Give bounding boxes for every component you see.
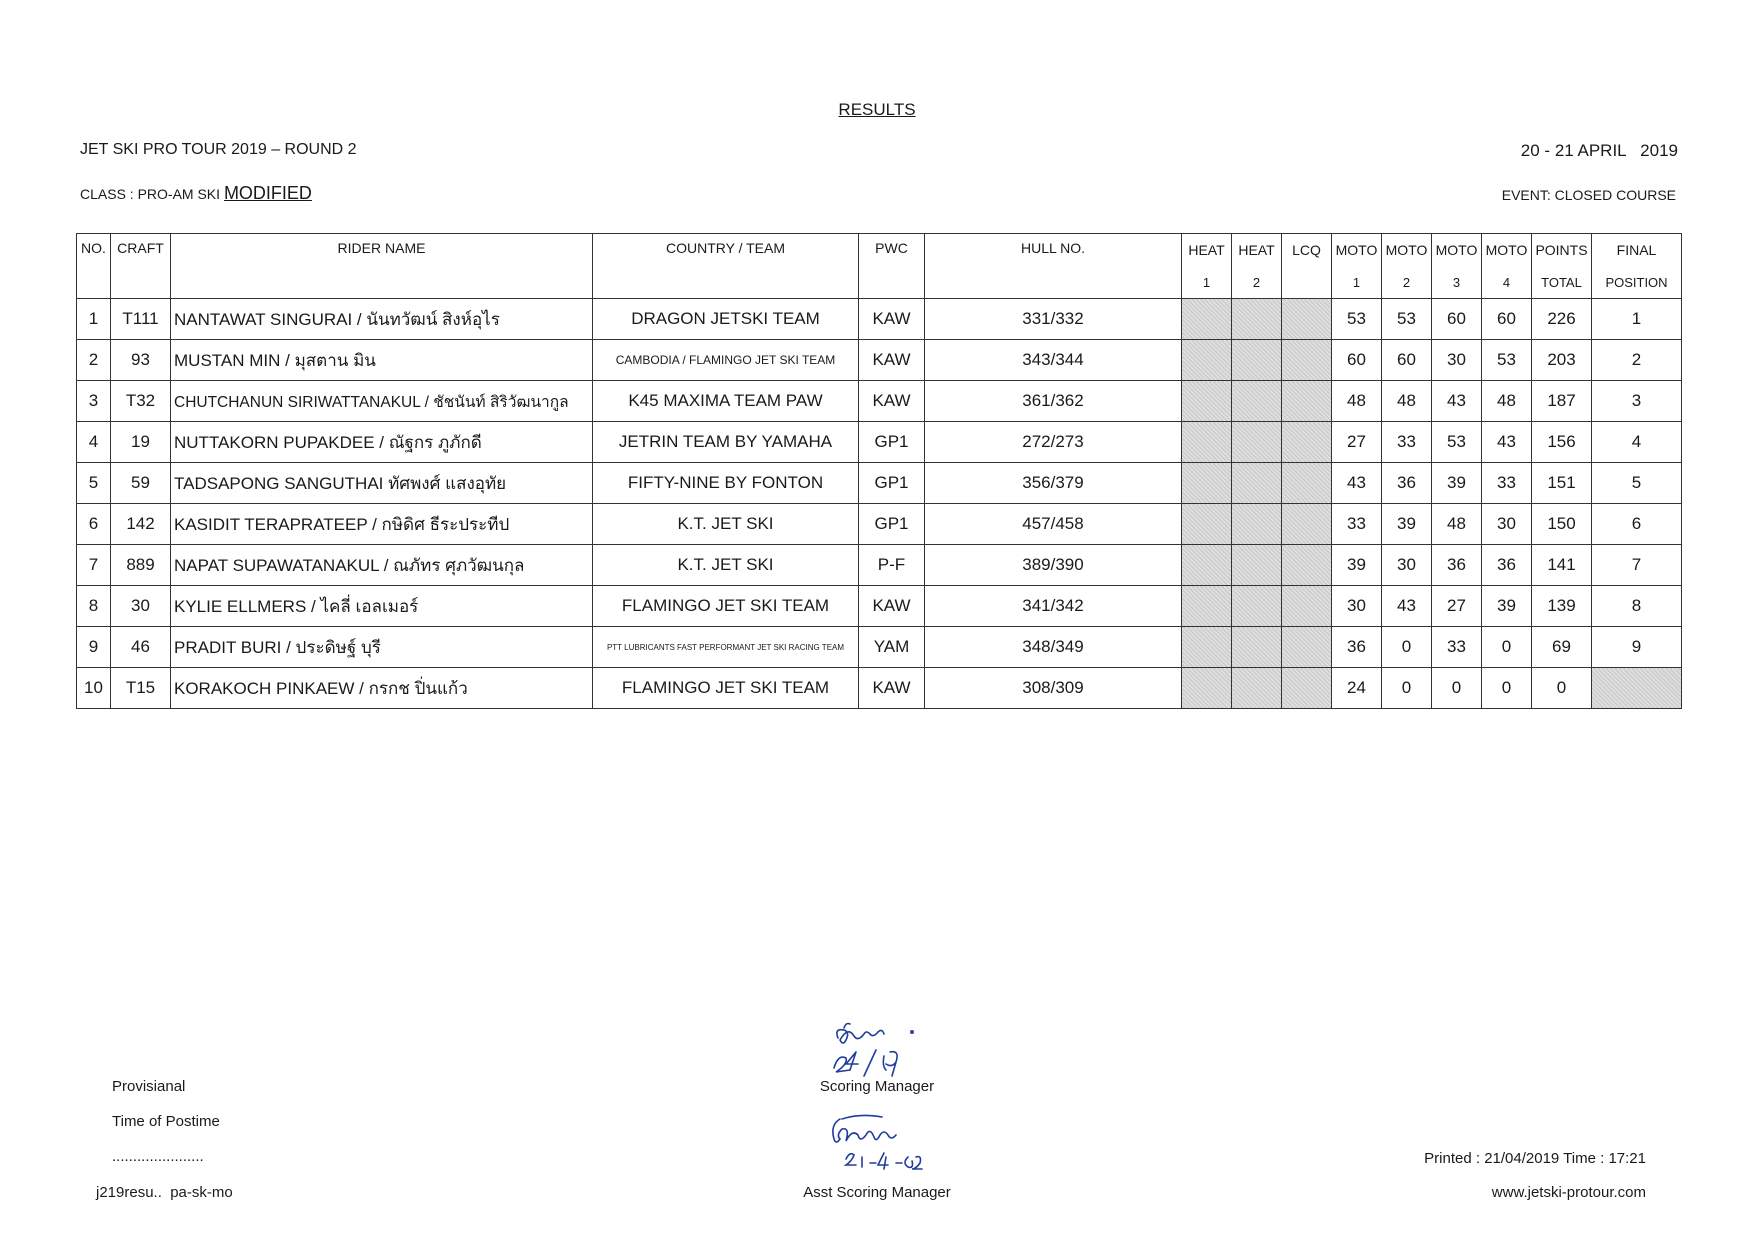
cell-heat-2 xyxy=(1232,381,1282,422)
cell-moto-3: 33 xyxy=(1432,627,1482,668)
cell-no: 2 xyxy=(77,340,111,381)
cell-points-total: 139 xyxy=(1532,586,1592,627)
cell-final-position: 2 xyxy=(1592,340,1682,381)
cell-team: DRAGON JETSKI TEAM xyxy=(593,299,859,340)
table-row xyxy=(77,627,1682,668)
cell-points-total: 0 xyxy=(1532,668,1592,709)
cell-lcq xyxy=(1282,299,1332,340)
cell-heat-1 xyxy=(1182,463,1232,504)
cell-final-position: 3 xyxy=(1592,381,1682,422)
event-type: EVENT: CLOSED COURSE xyxy=(1501,187,1676,203)
header-moto-2: MOTO xyxy=(1382,234,1432,267)
table-row xyxy=(77,381,1682,422)
cell-no: 9 xyxy=(77,627,111,668)
scoring-manager-label: Scoring Manager xyxy=(819,1078,935,1095)
postime-dots: ...................... xyxy=(112,1148,204,1165)
cell-heat-2 xyxy=(1232,504,1282,545)
cell-pwc: KAW xyxy=(859,381,925,422)
cell-moto-1: 24 xyxy=(1332,668,1382,709)
cell-pwc: KAW xyxy=(859,299,925,340)
cell-lcq xyxy=(1282,340,1332,381)
cell-heat-2 xyxy=(1232,463,1282,504)
cell-final-position: 5 xyxy=(1592,463,1682,504)
class-line xyxy=(80,183,312,204)
cell-heat-1 xyxy=(1182,299,1232,340)
cell-craft: 46 xyxy=(111,627,171,668)
header-row-top xyxy=(77,234,1682,267)
table-body xyxy=(77,299,1682,709)
cell-team: CAMBODIA / FLAMINGO JET SKI TEAM xyxy=(593,340,859,381)
cell-moto-2: 33 xyxy=(1382,422,1432,463)
cell-points-total: 141 xyxy=(1532,545,1592,586)
cell-points-total: 156 xyxy=(1532,422,1592,463)
cell-team: FLAMINGO JET SKI TEAM xyxy=(593,586,859,627)
results-title xyxy=(0,100,1754,120)
header-moto-2-sub: 2 xyxy=(1382,266,1432,299)
cell-moto-4: 60 xyxy=(1482,299,1532,340)
cell-moto-3: 60 xyxy=(1432,299,1482,340)
header-moto-1: MOTO xyxy=(1332,234,1382,267)
cell-no: 6 xyxy=(77,504,111,545)
cell-moto-1: 27 xyxy=(1332,422,1382,463)
cell-moto-4: 33 xyxy=(1482,463,1532,504)
cell-moto-2: 30 xyxy=(1382,545,1432,586)
cell-heat-1 xyxy=(1182,422,1232,463)
cell-heat-2 xyxy=(1232,299,1282,340)
cell-hull: 331/332 xyxy=(925,299,1182,340)
cell-pwc: P-F xyxy=(859,545,925,586)
header-craft: CRAFT xyxy=(111,234,171,299)
header-rider-name: RIDER NAME xyxy=(171,234,593,299)
header-points: POINTS xyxy=(1532,234,1592,267)
cell-moto-1: 39 xyxy=(1332,545,1382,586)
cell-heat-2 xyxy=(1232,668,1282,709)
cell-heat-1 xyxy=(1182,381,1232,422)
cell-moto-1: 53 xyxy=(1332,299,1382,340)
time-of-postime-label: Time of Postime xyxy=(112,1113,220,1130)
cell-heat-1 xyxy=(1182,627,1232,668)
table-row xyxy=(77,504,1682,545)
cell-lcq xyxy=(1282,422,1332,463)
cell-moto-2: 39 xyxy=(1382,504,1432,545)
cell-final-position: 9 xyxy=(1592,627,1682,668)
cell-moto-1: 43 xyxy=(1332,463,1382,504)
cell-team: FIFTY-NINE BY FONTON xyxy=(593,463,859,504)
cell-hull: 343/344 xyxy=(925,340,1182,381)
cell-hull: 308/309 xyxy=(925,668,1182,709)
cell-rider-name: TADSAPONG SANGUTHAI ทัศพงศ์ แสงอุทัย xyxy=(171,463,593,504)
cell-final-position: 8 xyxy=(1592,586,1682,627)
cell-moto-1: 60 xyxy=(1332,340,1382,381)
cell-hull: 341/342 xyxy=(925,586,1182,627)
cell-no: 7 xyxy=(77,545,111,586)
cell-final-position: 1 xyxy=(1592,299,1682,340)
header-moto-4-sub: 4 xyxy=(1482,266,1532,299)
cell-pwc: KAW xyxy=(859,586,925,627)
cell-no: 1 xyxy=(77,299,111,340)
cell-moto-3: 48 xyxy=(1432,504,1482,545)
website-link[interactable]: www.jetski-protour.com xyxy=(1491,1184,1646,1201)
header-lcq: LCQ xyxy=(1282,234,1332,267)
cell-hull: 348/349 xyxy=(925,627,1182,668)
cell-team: K45 MAXIMA TEAM PAW xyxy=(593,381,859,422)
header-hull-no: HULL NO. xyxy=(925,234,1182,299)
cell-moto-3: 36 xyxy=(1432,545,1482,586)
cell-craft: 19 xyxy=(111,422,171,463)
cell-moto-4: 30 xyxy=(1482,504,1532,545)
cell-pwc: KAW xyxy=(859,668,925,709)
cell-moto-4: 43 xyxy=(1482,422,1532,463)
cell-moto-4: 53 xyxy=(1482,340,1532,381)
printed-timestamp: Printed : 21/04/2019 Time : 17:21 xyxy=(1424,1150,1646,1167)
cell-moto-2: 48 xyxy=(1382,381,1432,422)
cell-moto-1: 30 xyxy=(1332,586,1382,627)
cell-pwc: GP1 xyxy=(859,463,925,504)
results-title-text: RESULTS xyxy=(838,100,916,119)
table-row xyxy=(77,422,1682,463)
cell-moto-4: 39 xyxy=(1482,586,1532,627)
header-moto-4: MOTO xyxy=(1482,234,1532,267)
cell-hull: 389/390 xyxy=(925,545,1182,586)
cell-moto-4: 48 xyxy=(1482,381,1532,422)
cell-moto-2: 0 xyxy=(1382,668,1432,709)
cell-no: 4 xyxy=(77,422,111,463)
cell-rider-name: KASIDIT TERAPRATEEP / กษิดิศ ธีระประทีป xyxy=(171,504,593,545)
cell-pwc: GP1 xyxy=(859,422,925,463)
scoring-manager-signature xyxy=(820,1010,930,1080)
cell-team: JETRIN TEAM BY YAMAHA xyxy=(593,422,859,463)
table-row xyxy=(77,545,1682,586)
header-moto-3: MOTO xyxy=(1432,234,1482,267)
cell-moto-3: 43 xyxy=(1432,381,1482,422)
cell-heat-1 xyxy=(1182,668,1232,709)
header-heat-1: HEAT xyxy=(1182,234,1232,267)
header-heat-2-sub: 2 xyxy=(1232,266,1282,299)
cell-hull: 457/458 xyxy=(925,504,1182,545)
cell-heat-2 xyxy=(1232,545,1282,586)
table-row xyxy=(77,668,1682,709)
file-code: j219resu.. pa-sk-mo xyxy=(96,1184,233,1201)
class-modified: MODIFIED xyxy=(223,183,312,203)
event-dates: 20 - 21 APRIL 2019 xyxy=(1520,141,1678,160)
class-label: CLASS : PRO-AM SKI xyxy=(80,186,221,202)
cell-heat-1 xyxy=(1182,586,1232,627)
header-moto-3-sub: 3 xyxy=(1432,266,1482,299)
cell-hull: 361/362 xyxy=(925,381,1182,422)
cell-moto-3: 30 xyxy=(1432,340,1482,381)
header-lcq-sub xyxy=(1282,266,1332,299)
cell-points-total: 203 xyxy=(1532,340,1592,381)
table-header xyxy=(77,234,1682,299)
cell-heat-1 xyxy=(1182,504,1232,545)
cell-heat-1 xyxy=(1182,545,1232,586)
cell-rider-name: NANTAWAT SINGURAI / นันทวัฒน์ สิงห์อุไร xyxy=(171,299,593,340)
cell-heat-2 xyxy=(1232,586,1282,627)
cell-hull: 272/273 xyxy=(925,422,1182,463)
cell-points-total: 226 xyxy=(1532,299,1592,340)
cell-team: FLAMINGO JET SKI TEAM xyxy=(593,668,859,709)
cell-moto-4: 0 xyxy=(1482,668,1532,709)
cell-heat-2 xyxy=(1232,340,1282,381)
cell-rider-name: MUSTAN MIN / มุสตาน มิน xyxy=(171,340,593,381)
cell-no: 5 xyxy=(77,463,111,504)
cell-moto-3: 0 xyxy=(1432,668,1482,709)
cell-team: K.T. JET SKI xyxy=(593,545,859,586)
cell-heat-2 xyxy=(1232,422,1282,463)
cell-lcq xyxy=(1282,381,1332,422)
table-row xyxy=(77,340,1682,381)
cell-pwc: YAM xyxy=(859,627,925,668)
cell-craft: T111 xyxy=(111,299,171,340)
asst-scoring-manager-signature xyxy=(820,1105,930,1175)
header-heat-1-sub: 1 xyxy=(1182,266,1232,299)
cell-lcq xyxy=(1282,463,1332,504)
header-country-team: COUNTRY / TEAM xyxy=(593,234,859,299)
asst-scoring-manager-label: Asst Scoring Manager xyxy=(803,1184,951,1201)
header-no: NO. xyxy=(77,234,111,299)
cell-final-position xyxy=(1592,668,1682,709)
results-table xyxy=(76,233,1682,709)
cell-moto-3: 53 xyxy=(1432,422,1482,463)
event-name: JET SKI PRO TOUR 2019 – ROUND 2 xyxy=(80,141,357,158)
cell-craft: 93 xyxy=(111,340,171,381)
cell-points-total: 187 xyxy=(1532,381,1592,422)
cell-moto-1: 48 xyxy=(1332,381,1382,422)
cell-moto-4: 0 xyxy=(1482,627,1532,668)
cell-no: 3 xyxy=(77,381,111,422)
cell-lcq xyxy=(1282,627,1332,668)
cell-craft: 889 xyxy=(111,545,171,586)
cell-moto-2: 60 xyxy=(1382,340,1432,381)
table-row xyxy=(77,586,1682,627)
cell-pwc: KAW xyxy=(859,340,925,381)
table-row xyxy=(77,299,1682,340)
cell-moto-2: 36 xyxy=(1382,463,1432,504)
table-row xyxy=(77,463,1682,504)
cell-craft: 142 xyxy=(111,504,171,545)
cell-craft: T15 xyxy=(111,668,171,709)
cell-craft: 59 xyxy=(111,463,171,504)
cell-moto-3: 27 xyxy=(1432,586,1482,627)
cell-final-position: 6 xyxy=(1592,504,1682,545)
cell-team: PTT LUBRICANTS FAST PERFORMANT JET SKI RACING TEAM xyxy=(593,627,859,668)
cell-points-total: 151 xyxy=(1532,463,1592,504)
cell-heat-2 xyxy=(1232,627,1282,668)
cell-lcq xyxy=(1282,586,1332,627)
cell-final-position: 4 xyxy=(1592,422,1682,463)
header-moto-1-sub: 1 xyxy=(1332,266,1382,299)
cell-heat-1 xyxy=(1182,340,1232,381)
cell-points-total: 150 xyxy=(1532,504,1592,545)
cell-lcq xyxy=(1282,504,1332,545)
cell-moto-3: 39 xyxy=(1432,463,1482,504)
cell-no: 8 xyxy=(77,586,111,627)
cell-points-total: 69 xyxy=(1532,627,1592,668)
cell-rider-name: NUTTAKORN PUPAKDEE / ณัฐกร ภูภักดี xyxy=(171,422,593,463)
cell-craft: 30 xyxy=(111,586,171,627)
cell-craft: T32 xyxy=(111,381,171,422)
header-heat-2: HEAT xyxy=(1232,234,1282,267)
cell-hull: 356/379 xyxy=(925,463,1182,504)
cell-rider-name: KYLIE ELLMERS / ไคลี่ เอลเมอร์ xyxy=(171,586,593,627)
cell-lcq xyxy=(1282,668,1332,709)
cell-moto-1: 36 xyxy=(1332,627,1382,668)
cell-rider-name: NAPAT SUPAWATANAKUL / ณภัทร ศุภวัฒนกุล xyxy=(171,545,593,586)
cell-rider-name: PRADIT BURI / ประดิษฐ์ บุรี xyxy=(171,627,593,668)
cell-moto-2: 0 xyxy=(1382,627,1432,668)
cell-rider-name: KORAKOCH PINKAEW / กรกช ปิ่นแก้ว xyxy=(171,668,593,709)
header-pwc: PWC xyxy=(859,234,925,299)
cell-moto-2: 43 xyxy=(1382,586,1432,627)
cell-moto-1: 33 xyxy=(1332,504,1382,545)
cell-no: 10 xyxy=(77,668,111,709)
header-final-sub: POSITION xyxy=(1592,266,1682,299)
cell-rider-name: CHUTCHANUN SIRIWATTANAKUL / ชัชนันท์ สิริวัฒนากูล xyxy=(171,381,593,422)
cell-final-position: 7 xyxy=(1592,545,1682,586)
cell-moto-4: 36 xyxy=(1482,545,1532,586)
cell-team: K.T. JET SKI xyxy=(593,504,859,545)
cell-pwc: GP1 xyxy=(859,504,925,545)
cell-moto-2: 53 xyxy=(1382,299,1432,340)
cell-lcq xyxy=(1282,545,1332,586)
provisional-label: Provisianal xyxy=(112,1078,186,1095)
header-points-sub: TOTAL xyxy=(1532,266,1592,299)
header-final: FINAL xyxy=(1592,234,1682,267)
